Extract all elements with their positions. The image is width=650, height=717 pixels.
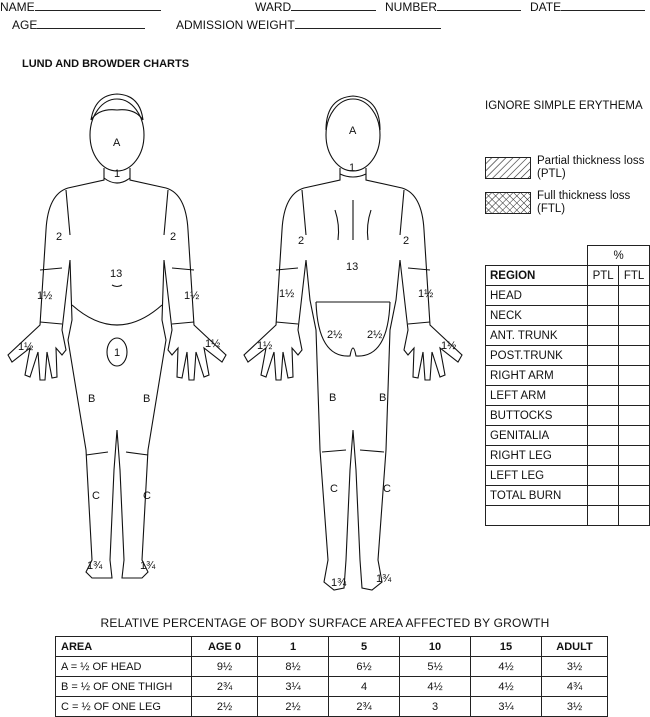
ptl-cell[interactable]: [588, 506, 619, 526]
partial-label-line1: Partial thickness loss: [537, 155, 645, 167]
growth-cell: 4½: [471, 677, 542, 697]
region-label: LEFT ARM: [486, 386, 588, 406]
region-label: NECK: [486, 306, 588, 326]
growth-cell: 5½: [400, 657, 471, 677]
growth-cell: 6½: [329, 657, 400, 677]
growth-cell: 2½: [192, 697, 258, 717]
growth-cell: 3¼: [258, 677, 329, 697]
ptl-cell[interactable]: [588, 306, 619, 326]
ptl-cell[interactable]: [588, 486, 619, 506]
front-label-hand-left: 1½: [18, 341, 34, 353]
admission-weight-label: ADMISSION WEIGHT: [176, 18, 295, 32]
back-label-upper-arm-left: 2: [298, 235, 305, 247]
region-row: [486, 326, 650, 346]
ptl-cell[interactable]: [588, 466, 619, 486]
back-label-hand-right: 1½: [441, 340, 457, 352]
ward-field[interactable]: [291, 0, 376, 11]
percent-header: %: [588, 246, 650, 266]
ftl-cell[interactable]: [619, 366, 650, 386]
legend-partial: [485, 155, 650, 183]
ignore-note: IGNORE SIMPLE ERYTHEMA: [485, 100, 643, 112]
name-label: NAME: [0, 0, 35, 14]
growth-cell: 8½: [258, 657, 329, 677]
region-label: GENITALIA: [486, 426, 588, 446]
front-label-hand-right: 1½: [205, 338, 221, 350]
growth-header-cell: 1: [258, 637, 329, 657]
full-label-line1: Full thickness loss: [537, 190, 631, 202]
age-field[interactable]: [37, 18, 145, 29]
front-label-leg-left: C: [92, 490, 100, 502]
date-field[interactable]: [561, 0, 645, 11]
region-label: HEAD: [486, 286, 588, 306]
region-label: TOTAL BURN: [486, 486, 588, 506]
region-label: POST.TRUNK: [486, 346, 588, 366]
growth-cell: 4: [329, 677, 400, 697]
back-label-forearm-right: 1½: [418, 288, 434, 300]
region-label: ANT. TRUNK: [486, 326, 588, 346]
admission-weight-field[interactable]: [295, 18, 441, 29]
growth-cell: 3½: [542, 697, 608, 717]
back-label-leg-left: C: [330, 483, 338, 495]
ptl-cell[interactable]: [588, 346, 619, 366]
back-label-neck: 1: [349, 162, 356, 174]
back-label-head: A: [349, 125, 357, 137]
region-table: [485, 245, 650, 526]
growth-header-cell: AGE 0: [192, 637, 258, 657]
growth-title: RELATIVE PERCENTAGE OF BODY SURFACE AREA AFFECTED BY GROWTH: [100, 616, 550, 630]
front-label-trunk: 13: [110, 268, 123, 280]
growth-cell: 4½: [471, 657, 542, 677]
front-label-thigh-left: B: [88, 393, 96, 405]
full-label-line2: (FTL): [537, 203, 566, 215]
front-label-thigh-right: B: [143, 393, 151, 405]
growth-cell: B = ½ OF ONE THIGH: [56, 677, 192, 697]
date-label: DATE: [530, 0, 562, 14]
back-label-buttock-left: 2½: [327, 329, 343, 341]
growth-cell: 2¾: [329, 697, 400, 717]
growth-cell: A = ½ OF HEAD: [56, 657, 192, 677]
ftl-cell[interactable]: [619, 306, 650, 326]
region-label: BUTTOCKS: [486, 406, 588, 426]
ward-label: WARD: [255, 0, 292, 14]
region-row: [486, 406, 650, 426]
region-label: RIGHT LEG: [486, 446, 588, 466]
ptl-cell[interactable]: [588, 426, 619, 446]
full-thickness-swatch: [485, 192, 531, 214]
number-row: [385, 0, 521, 14]
region-row: [486, 386, 650, 406]
ftl-cell[interactable]: [619, 326, 650, 346]
ftl-cell[interactable]: [619, 486, 650, 506]
ptl-cell[interactable]: [588, 386, 619, 406]
region-row: [486, 426, 650, 446]
age-row: [12, 18, 145, 32]
number-label: NUMBER: [385, 0, 438, 14]
ftl-cell[interactable]: [619, 286, 650, 306]
growth-cell: 9½: [192, 657, 258, 677]
age-label: AGE: [12, 18, 38, 32]
back-label-foot-right: 1¾: [376, 573, 392, 585]
growth-cell: 4¾: [542, 677, 608, 697]
front-label-neck: 1: [114, 168, 121, 180]
growth-header-cell: AREA: [56, 637, 192, 657]
front-figure: [8, 94, 226, 578]
region-row: [486, 486, 650, 506]
region-row: [486, 446, 650, 466]
growth-row: [56, 677, 608, 697]
front-label-forearm-right: 1½: [184, 290, 200, 302]
growth-row: [56, 657, 608, 677]
growth-cell: 2¾: [192, 677, 258, 697]
front-label-genitalia: 1: [114, 347, 121, 359]
front-label-upper-arm-right: 2: [170, 231, 177, 243]
partial-label-line2: (PTL): [537, 168, 566, 180]
chart-title: LUND AND BROWDER CHARTS: [22, 58, 190, 70]
back-label-hand-left: 1½: [257, 340, 273, 352]
region-row: [486, 286, 650, 306]
ftl-cell[interactable]: [619, 446, 650, 466]
partial-thickness-swatch: [485, 157, 531, 179]
front-label-foot-left: 1¾: [87, 560, 103, 572]
ptl-cell[interactable]: [588, 326, 619, 346]
region-header: REGION: [486, 266, 588, 286]
ftl-cell[interactable]: [619, 426, 650, 446]
growth-cell: 3¼: [471, 697, 542, 717]
back-label-upper-arm-right: 2: [403, 235, 410, 247]
ftl-cell[interactable]: [619, 466, 650, 486]
ptl-header: PTL: [588, 266, 619, 286]
date-row: [530, 0, 645, 14]
back-label-leg-right: C: [383, 483, 391, 495]
region-blank-row: [486, 506, 588, 526]
admission-weight-row: [176, 18, 441, 32]
growth-cell: C = ½ OF ONE LEG: [56, 697, 192, 717]
ftl-cell[interactable]: [619, 346, 650, 366]
region-row: [486, 466, 650, 486]
growth-header-cell: ADULT: [542, 637, 608, 657]
ftl-cell[interactable]: [619, 506, 650, 526]
growth-row: [56, 697, 608, 717]
growth-header-cell: 10: [400, 637, 471, 657]
ftl-header: FTL: [619, 266, 650, 286]
back-label-foot-left: 1¾: [331, 577, 347, 589]
ptl-cell[interactable]: [588, 406, 619, 426]
region-row: [486, 306, 650, 326]
region-label: RIGHT ARM: [486, 366, 588, 386]
front-label-forearm-left: 1½: [37, 290, 53, 302]
growth-cell: 4½: [400, 677, 471, 697]
front-label-foot-right: 1¾: [140, 560, 156, 572]
front-label-upper-arm-left: 2: [56, 231, 63, 243]
body-figures: [0, 90, 480, 690]
back-label-buttock-right: 2½: [367, 329, 383, 341]
ptl-cell[interactable]: [588, 286, 619, 306]
region-row: [486, 346, 650, 366]
front-label-leg-right: C: [143, 490, 151, 502]
back-label-thigh-right: B: [379, 392, 387, 404]
growth-cell: 3½: [542, 657, 608, 677]
back-label-forearm-left: 1½: [279, 288, 295, 300]
growth-header-cell: 15: [471, 637, 542, 657]
growth-table: [55, 636, 608, 717]
ptl-cell[interactable]: [588, 446, 619, 466]
region-label: LEFT LEG: [486, 466, 588, 486]
growth-cell: 2½: [258, 697, 329, 717]
growth-header-cell: 5: [329, 637, 400, 657]
back-label-thigh-left: B: [329, 392, 337, 404]
back-label-trunk: 13: [346, 261, 359, 273]
legend-full: [485, 190, 650, 218]
ptl-cell[interactable]: [588, 366, 619, 386]
region-row: [486, 366, 650, 386]
front-label-head: A: [113, 137, 121, 149]
ward-row: [255, 0, 376, 14]
ftl-cell[interactable]: [619, 406, 650, 426]
ftl-cell[interactable]: [619, 386, 650, 406]
number-field[interactable]: [437, 0, 521, 11]
growth-cell: 3: [400, 697, 471, 717]
name-row: [0, 0, 161, 14]
name-field[interactable]: [35, 0, 161, 11]
